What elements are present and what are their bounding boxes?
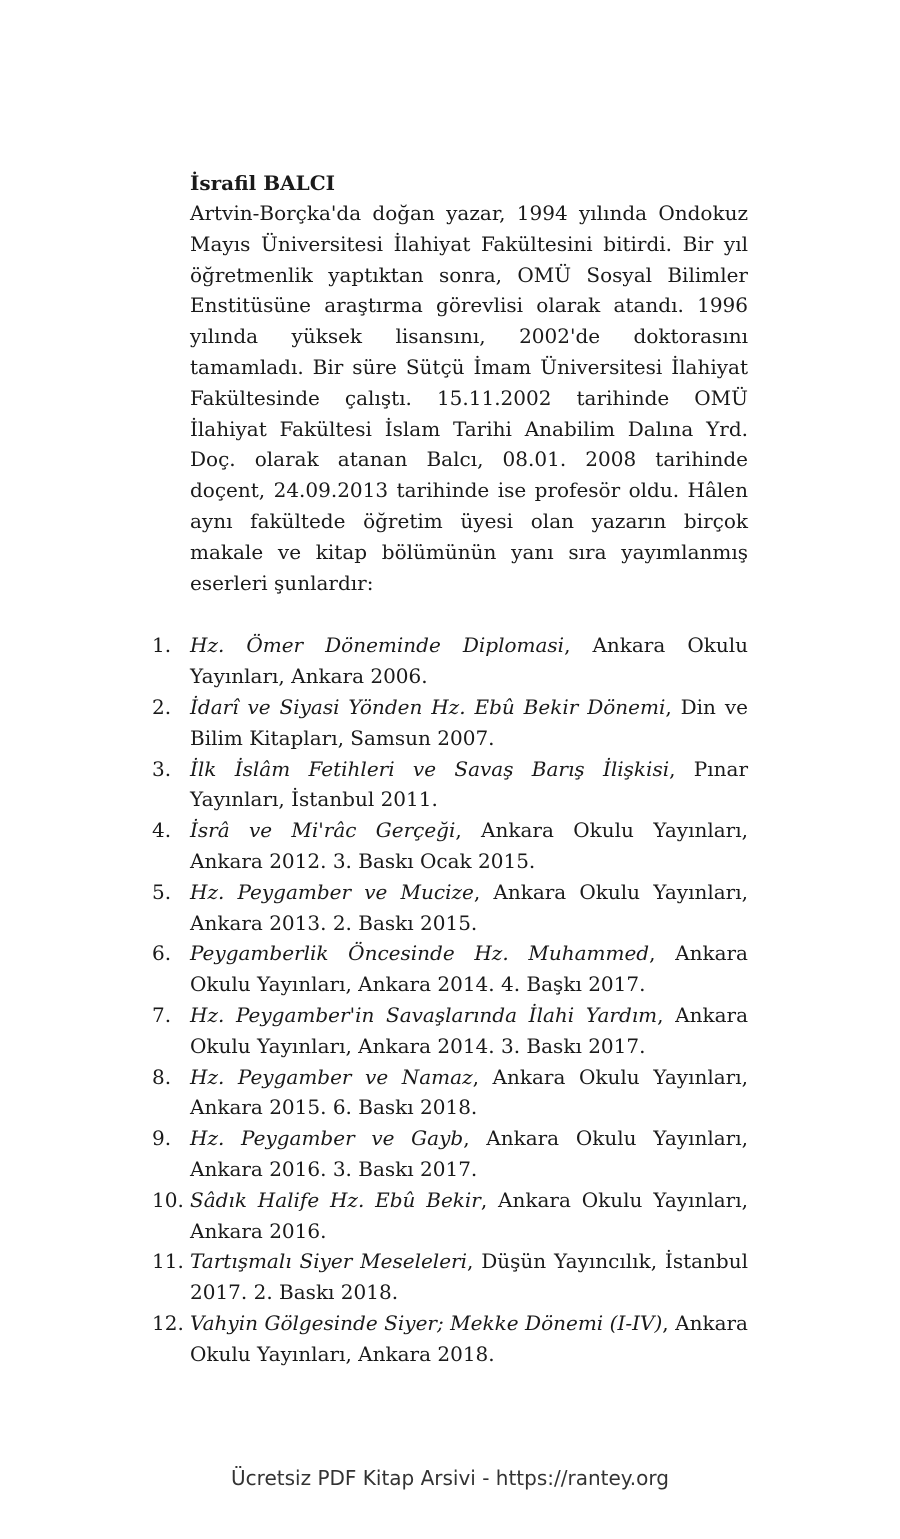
work-item <box>152 1123 748 1185</box>
work-item <box>152 877 748 939</box>
work-details: , Ankara Okulu Yayınları, Ankara 2013. 2. Baskı 2015. <box>190 879 748 935</box>
work-number: 1. <box>152 633 172 658</box>
work-title: Hz. Peygamber ve Gayb <box>190 1126 464 1151</box>
work-item <box>152 1246 748 1308</box>
work-item <box>152 1000 748 1062</box>
work-title: İlk İslâm Fetihleri ve Savaş Barış İlişkisi <box>190 756 670 781</box>
author-name: İsrafil BALCI <box>190 171 335 195</box>
work-details: , Ankara Okulu Yayınları, Ankara 2018. <box>190 1310 748 1366</box>
work-title: Tartışmalı Siyer Meseleleri <box>190 1249 468 1274</box>
work-number: 8. <box>152 1064 172 1089</box>
work-details: , Ankara Okulu Yayınları, Ankara 2012. 3. Baskı Ocak 2015. <box>190 818 748 873</box>
work-details: , Ankara Okulu Yayınları, Ankara 2014. 4. Başkı 2017. <box>190 941 748 997</box>
work-number: 9. <box>152 1126 172 1151</box>
works-list <box>152 630 748 1369</box>
page-content <box>152 168 748 1369</box>
work-number: 6. <box>152 941 172 966</box>
work-title: İdarî ve Siyasi Yönden Hz. Ebû Bekir Dönemi <box>190 694 666 719</box>
work-title: Hz. Peygamber ve Mucize <box>190 879 474 904</box>
work-number: 12. <box>152 1310 184 1335</box>
work-number: 2. <box>152 694 172 719</box>
work-title: Peygamberlik Öncesinde Hz. Muhammed <box>190 941 650 966</box>
work-title: İsrâ ve Mi'râc Gerçeği <box>190 818 456 843</box>
work-item <box>152 815 748 877</box>
work-number: 3. <box>152 756 172 781</box>
work-details: , Pınar Yayınları, İstanbul 2011. <box>190 756 749 812</box>
work-number: 7. <box>152 1002 172 1027</box>
work-item <box>152 692 748 754</box>
work-title: Hz. Peygamber ve Namaz <box>190 1064 473 1089</box>
work-item <box>152 938 748 1000</box>
work-details: , Ankara Okulu Yayınları, Ankara 2014. 3. Baskı 2017. <box>190 1002 748 1058</box>
work-item <box>152 1308 748 1370</box>
work-item <box>152 754 748 816</box>
author-bio: Artvin-Borçka'da doğan yazar, 1994 yılında Ondokuz Mayıs Üniversitesi İlahiyat Fakültesini bitirdi. Bir yıl öğretmenlik yaptıktan sonra, OMÜ Sosyal Bilimler Enstitüsüne araştırma görevlisi olarak atandı. 1996 yılında yüksek lisansını, 2002'de doktorasını tamamladı. Bir süre Sütçü İmam Üniversitesi İlahiyat Fakültesinde çalıştı. 15.11.2002 tarihinde OMÜ İlahiyat Fakültesi İslam Tarihi Anabilim Dalına Yrd. Doç. olarak atanan Balcı, 08.01. 2008 tarihinde doçent, 24.09.2013 tarihinde ise profesör oldu. Hâlen aynı fakültede öğretim üyesi olan yazarın birçok makale ve kitap bölümünün yanı sıra yayımlanmış eserleri şunlardır: <box>190 201 748 595</box>
work-details: , Ankara Okulu Yayınları, Ankara 2016. 3. Baskı 2017. <box>190 1126 748 1181</box>
work-number: 11. <box>152 1249 184 1274</box>
work-number: 5. <box>152 879 172 904</box>
work-details: , Ankara Okulu Yayınları, Ankara 2015. 6. Baskı 2018. <box>190 1064 748 1120</box>
work-title: Sâdık Halife Hz. Ebû Bekir <box>190 1187 481 1212</box>
work-item <box>152 630 748 692</box>
work-item <box>152 1185 748 1247</box>
footer-watermark: Ücretsiz PDF Kitap Arsivi - https://rantey.org <box>231 1466 669 1490</box>
work-number: 4. <box>152 818 172 843</box>
work-number: 10. <box>152 1187 184 1212</box>
work-details: , Ankara Okulu Yayınları, Ankara 2006. <box>190 633 748 689</box>
work-details: , Din ve Bilim Kitapları, Samsun 2007. <box>190 694 748 750</box>
work-item <box>152 1062 748 1124</box>
work-details: , Düşün Yayıncılık, İstanbul 2017. 2. Baskı 2018. <box>190 1249 748 1305</box>
work-details: , Ankara Okulu Yayınları, Ankara 2016. <box>190 1187 748 1243</box>
work-title: Vahyin Gölgesinde Siyer; Mekke Dönemi (I-IV) <box>190 1310 663 1335</box>
work-title: Hz. Peygamber'in Savaşlarında İlahi Yardım <box>190 1002 658 1027</box>
work-title: Hz. Ömer Döneminde Diplomasi <box>190 633 565 658</box>
